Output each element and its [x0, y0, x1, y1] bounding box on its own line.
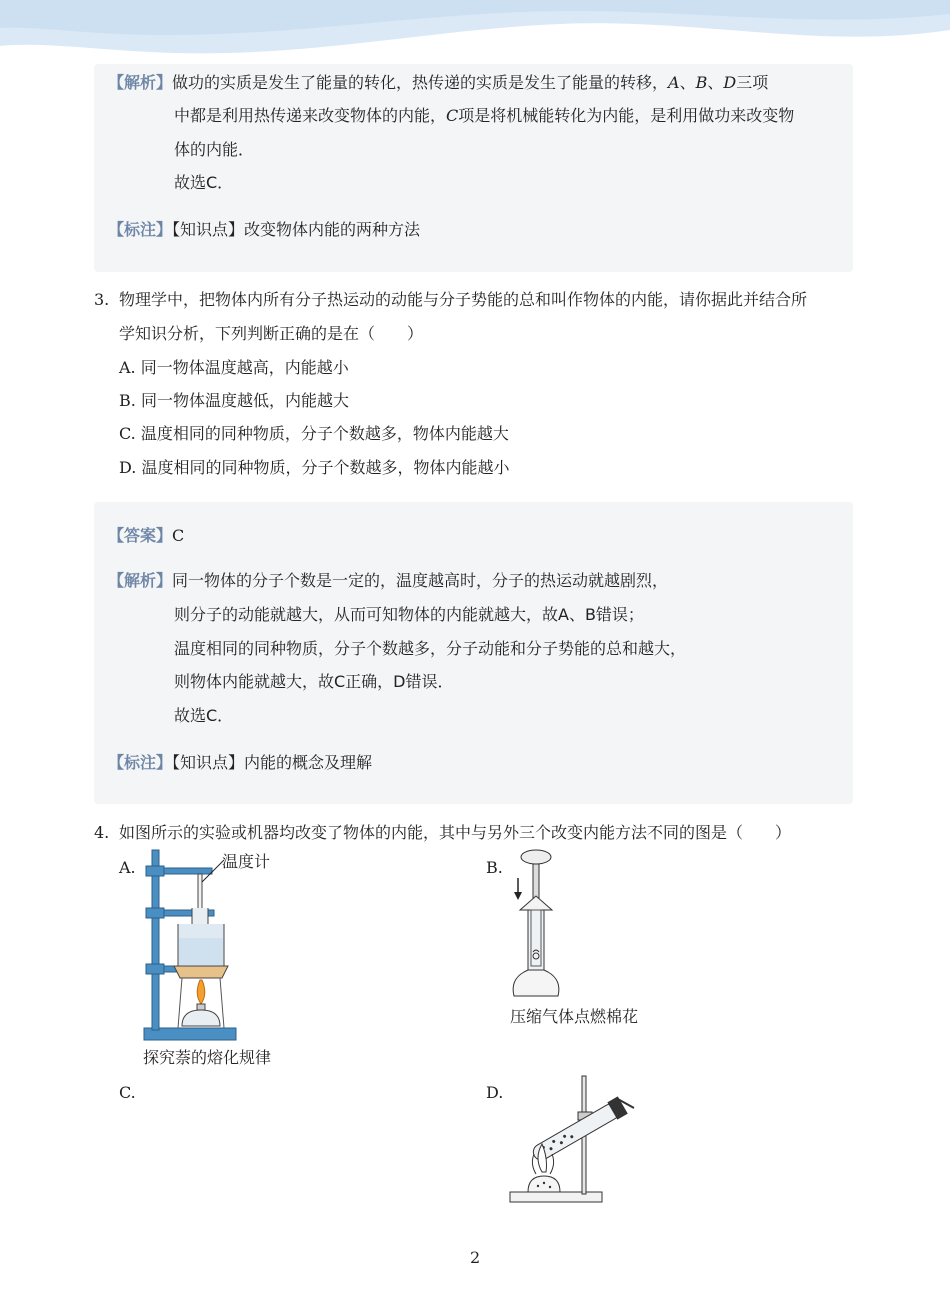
analysis-tag: 【解析】 — [108, 571, 173, 590]
q4-stem: 如图所示的实验或机器均改变了物体的内能，其中与另外三个改变内能方法不同的图是（ ） — [119, 823, 792, 842]
q4-option-c-label[interactable]: C. — [119, 1083, 136, 1102]
q3-stem-line-1: 物理学中，把物体内所有分子热运动的动能与分子势能的总和叫作物体的内能，请你据此并结合所 — [119, 290, 808, 309]
note-line: 【标注】【知识点】内能的概念及理解 — [108, 753, 373, 772]
answer-value: C — [172, 526, 185, 545]
analysis-line-3: 温度相同的同种物质，分子个数越多，分子动能和分子势能的总和越大， — [174, 639, 687, 658]
analysis-tag: 【解析】 — [108, 73, 173, 92]
compressed-gas-ignition-figure — [506, 848, 566, 1002]
q4-option-a-caption: 探究萘的熔化规律 — [143, 1048, 272, 1067]
analysis-line-1: 【解析】同一物体的分子个数是一定的，温度越高时，分子的热运动就越剧烈， — [108, 571, 669, 590]
q3-number: 3. — [94, 290, 110, 309]
analysis-line-2: 则分子的动能就越大，从而可知物体的内能就越大，故A、B错误； — [174, 605, 644, 624]
analysis-line-5: 故选C． — [174, 706, 234, 725]
heating-test-tube-figure — [506, 1072, 642, 1208]
answer-tag: 【答案】 — [108, 526, 173, 545]
q3-option-b[interactable]: B. 同一物体温度越低，内能越大 — [119, 391, 349, 410]
analysis-line-4: 则物体内能就越大，故C正确，D错误． — [174, 672, 454, 691]
q3-stem-line-2: 学知识分析，下列判断正确的是在（ ） — [119, 324, 424, 343]
naphthalene-melting-apparatus-figure — [138, 846, 288, 1046]
analysis-line-1: 【解析】做功的实质是发生了能量的转化，热传递的实质是发生了能量的转移，A、B、D三项 — [108, 73, 769, 92]
q3-option-c[interactable]: C. 温度相同的同种物质，分子个数越多，物体内能越大 — [119, 424, 509, 443]
header-wave-decoration — [0, 0, 950, 70]
q4-option-d-label[interactable]: D. — [486, 1083, 504, 1102]
q4-number: 4. — [94, 823, 110, 842]
q3-option-d[interactable]: D. 温度相同的同种物质，分子个数越多，物体内能越小 — [119, 458, 510, 477]
analysis-line-4: 故选C． — [174, 173, 234, 192]
q4-option-a-label[interactable]: A. — [119, 858, 136, 877]
thermometer-label: 温度计 — [222, 852, 271, 871]
note-line: 【标注】【知识点】改变物体内能的两种方法 — [108, 220, 421, 239]
q4-option-b-label[interactable]: B. — [486, 858, 503, 877]
q3-option-a[interactable]: A. 同一物体温度越高，内能越小 — [119, 358, 349, 377]
note-tag: 【标注】 — [108, 220, 173, 239]
analysis-line-2: 中都是利用热传递来改变物体的内能，C项是将机械能转化为内能，是利用做功来改变物 — [174, 106, 795, 125]
q4-option-b-caption: 压缩气体点燃棉花 — [510, 1007, 639, 1026]
answer-line — [108, 525, 184, 547]
page-number: 2 — [470, 1248, 481, 1267]
note-tag: 【标注】 — [108, 753, 173, 772]
analysis-line-3: 体的内能． — [174, 140, 255, 159]
